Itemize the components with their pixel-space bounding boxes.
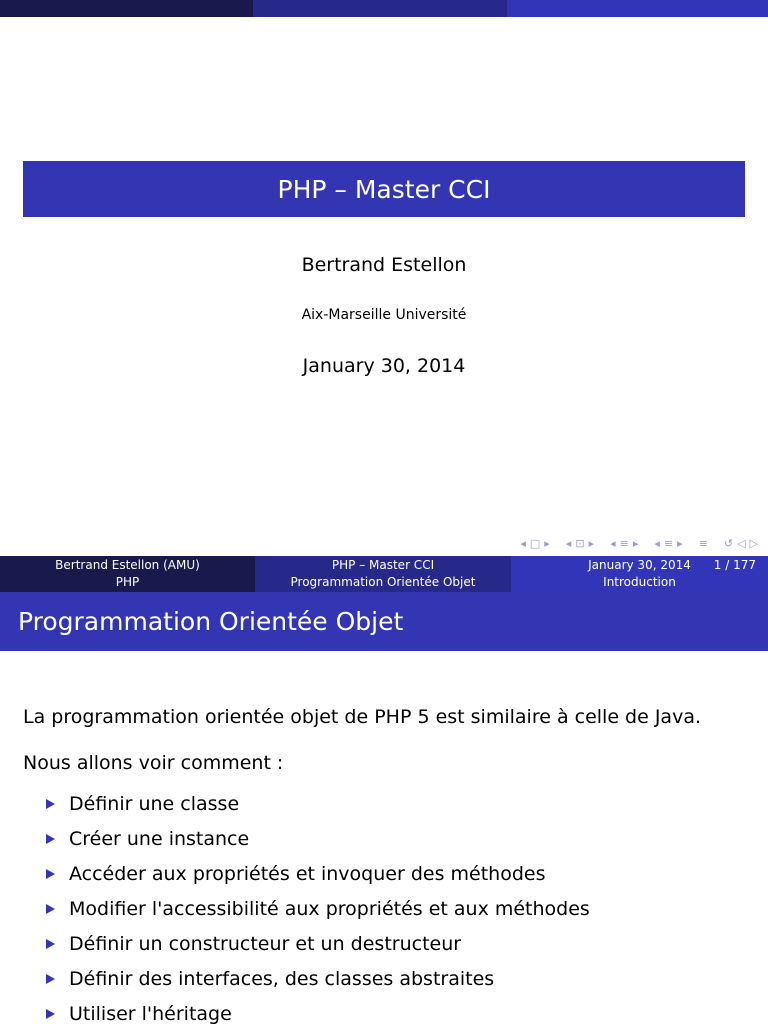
footer-author-column xyxy=(0,556,255,592)
nav-section-icon[interactable]: ≡ xyxy=(663,537,674,550)
bullet-triangle-icon xyxy=(46,799,55,809)
presentation-date: January 30, 2014 xyxy=(302,355,466,377)
nav-tools-group[interactable] xyxy=(697,537,760,550)
nav-slide-group[interactable] xyxy=(518,537,551,550)
nav-slide-icon[interactable]: □ xyxy=(529,537,541,550)
footer-title-column xyxy=(255,556,511,592)
nav-next-slide-icon[interactable]: ▸ xyxy=(544,537,550,550)
footer-date: January 30, 2014 xyxy=(588,558,691,572)
nav-frame-icon[interactable]: ⊡ xyxy=(575,537,585,550)
footer-author: Bertrand Estellon (AMU) xyxy=(55,558,200,572)
header-segment-middle xyxy=(253,0,507,17)
list-item-text: Définir une classe xyxy=(69,792,240,815)
nav-prev-subsection-icon[interactable]: ◂ xyxy=(610,537,616,550)
presentation-author: Bertrand Estellon xyxy=(301,254,467,276)
bullet-triangle-icon xyxy=(46,939,55,949)
list-item xyxy=(46,856,590,891)
list-item-text: Utiliser l'héritage xyxy=(69,1002,232,1025)
nav-forward-icon[interactable]: ▷ xyxy=(749,537,758,550)
list-item-text: Définir un constructeur et un destructeur xyxy=(69,932,462,955)
nav-prev-section-icon[interactable]: ◂ xyxy=(654,537,660,550)
nav-subsection-icon[interactable]: ≡ xyxy=(619,537,629,550)
footer-subsection: Programmation Orientée Objet xyxy=(290,575,476,589)
presentation-institute: Aix-Marseille Université xyxy=(301,307,467,323)
nav-back-icon[interactable]: ◁ xyxy=(737,537,746,550)
list-item xyxy=(46,961,590,996)
header-segment-right xyxy=(507,0,768,17)
list-item xyxy=(46,996,590,1031)
frame-title-bar xyxy=(0,592,768,651)
list-item xyxy=(46,786,590,821)
list-item-text: Définir des interfaces, des classes abstraites xyxy=(69,967,495,990)
list-item-text: Créer une instance xyxy=(69,827,250,850)
top-header-bar xyxy=(0,0,768,17)
nav-section-group[interactable] xyxy=(652,537,684,550)
list-item xyxy=(46,891,590,926)
bullet-triangle-icon xyxy=(46,974,55,984)
slide-footer xyxy=(0,556,768,592)
bullet-triangle-icon xyxy=(46,834,55,844)
nav-appendix-icon[interactable]: ≡ xyxy=(698,537,708,550)
list-item-text: Accéder aux propriétés et invoquer des méthodes xyxy=(69,862,546,885)
footer-title: PHP – Master CCI xyxy=(331,558,435,572)
presentation-title: PHP – Master CCI xyxy=(277,174,491,204)
nav-prev-slide-icon[interactable]: ◂ xyxy=(520,537,526,550)
nav-subsection-group[interactable] xyxy=(608,537,640,550)
nav-next-frame-icon[interactable]: ▸ xyxy=(588,537,595,550)
nav-prev-frame-icon[interactable]: ◂ xyxy=(565,537,572,550)
nav-frame-group[interactable] xyxy=(564,537,596,550)
presentation-title-box xyxy=(23,161,745,217)
frame-title: Programmation Orientée Objet xyxy=(18,607,404,636)
bullet-list xyxy=(46,786,590,1031)
list-item xyxy=(46,821,590,856)
footer-part: Introduction xyxy=(603,575,676,589)
list-item xyxy=(46,926,590,961)
intro-paragraph: La programmation orientée objet de PHP 5 est similaire à celle de Java. xyxy=(23,706,702,728)
nav-next-section-icon[interactable]: ▸ xyxy=(677,537,683,550)
nav-next-subsection-icon[interactable]: ▸ xyxy=(632,537,639,550)
footer-page-number: 1 / 177 xyxy=(713,558,756,572)
list-item-text: Modifier l'accessibilité aux propriétés et aux méthodes xyxy=(69,897,590,920)
content-slide xyxy=(0,592,768,1024)
lead-paragraph: Nous allons voir comment : xyxy=(23,752,284,774)
bullet-triangle-icon xyxy=(46,869,55,879)
nav-search-icon[interactable]: ↺ xyxy=(723,537,734,550)
beamer-navigation-symbols xyxy=(506,537,760,550)
header-segment-left xyxy=(0,0,253,17)
footer-date-column xyxy=(511,556,768,592)
footer-section: PHP xyxy=(115,575,140,589)
bullet-triangle-icon xyxy=(46,1009,55,1019)
bullet-triangle-icon xyxy=(46,904,55,914)
